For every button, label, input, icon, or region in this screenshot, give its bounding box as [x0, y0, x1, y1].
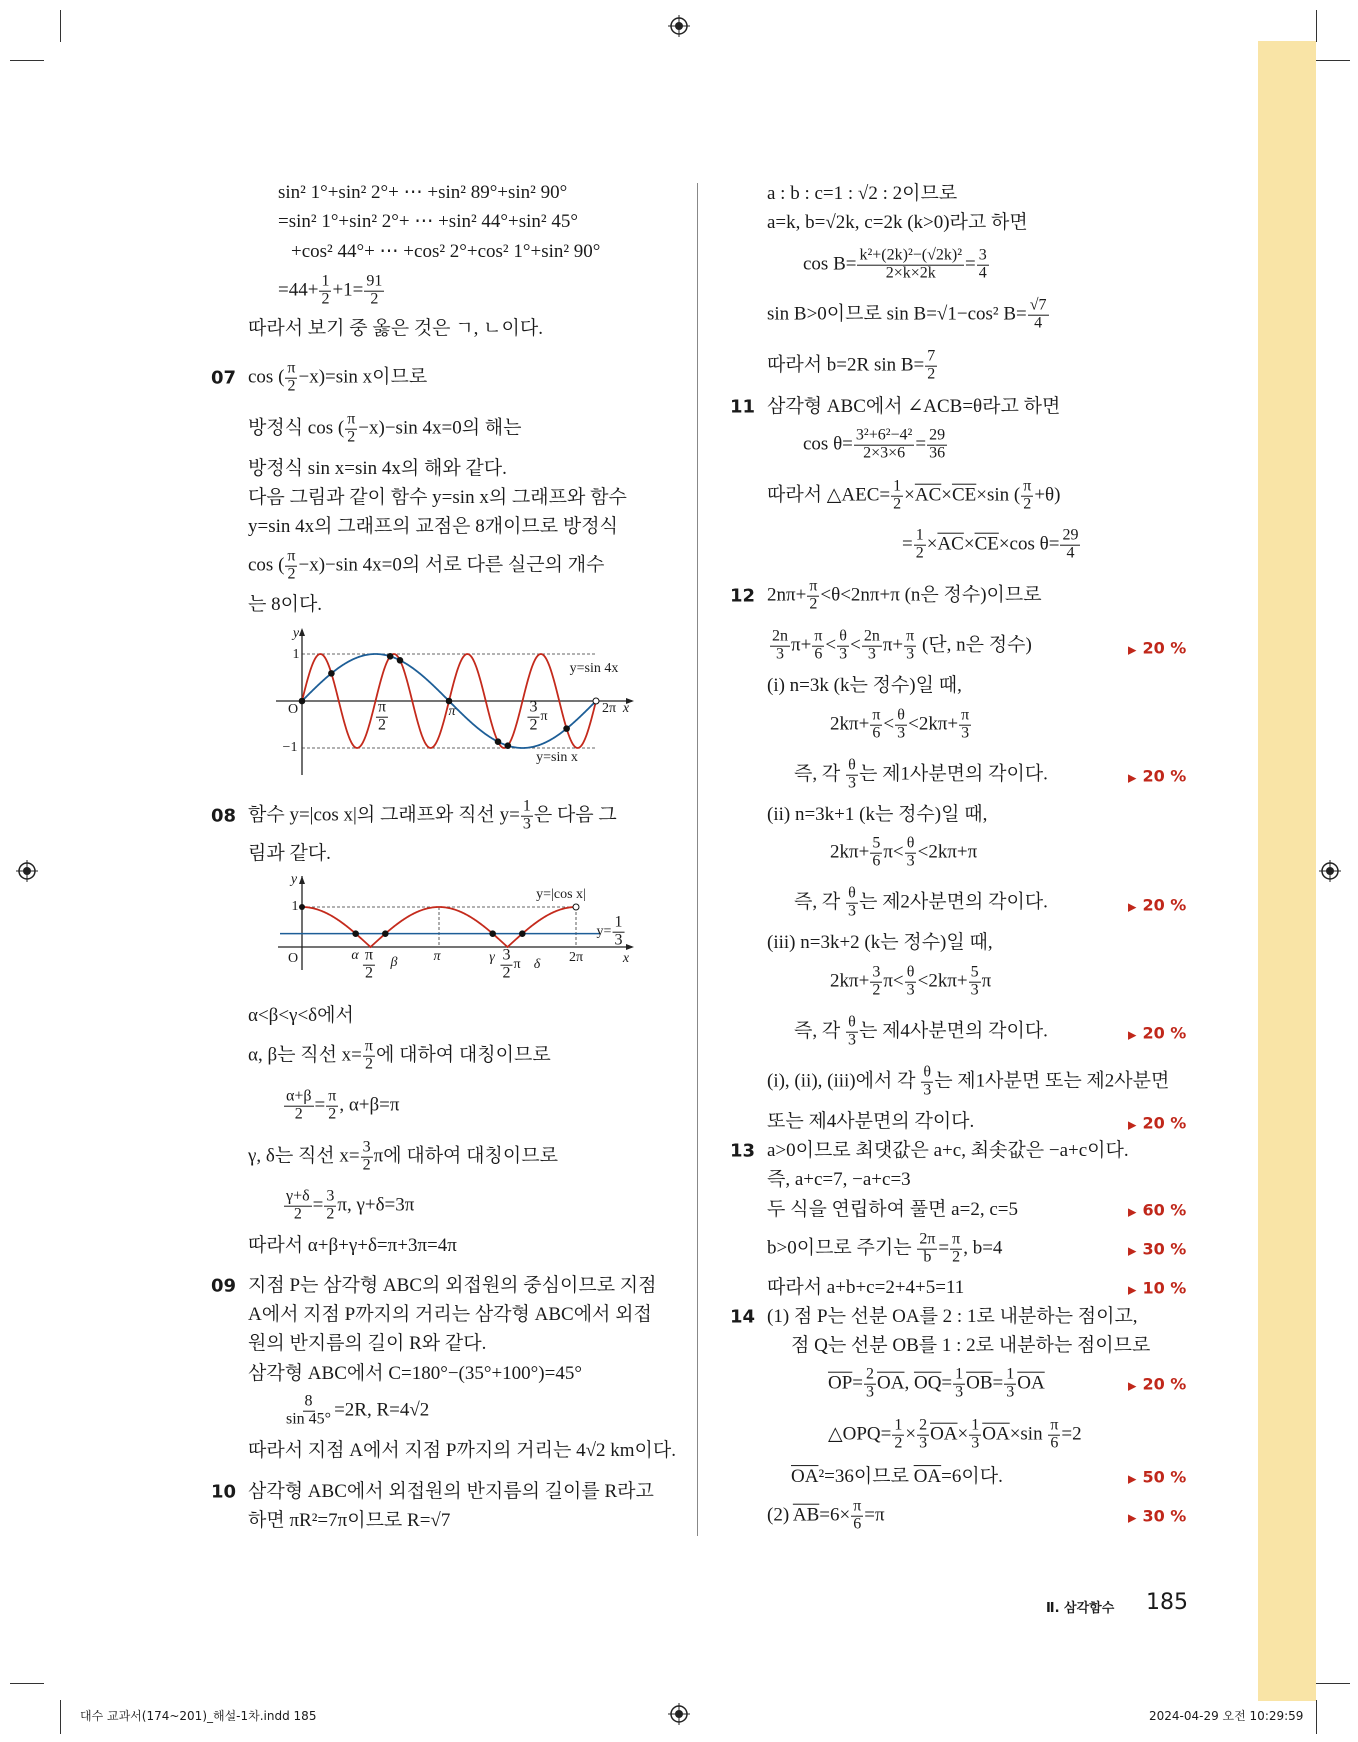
file-name: 대수 교과서(174~201)_해설-1차.indd 185 [80, 1709, 317, 1723]
triangle-right-icon: ▶ [1128, 1472, 1137, 1486]
solution-line: 2nπ+ $\frac{\pi}{2}$ <θ<2nπ+π (n은 정수)이므로 [767, 577, 1042, 613]
solution-line: 다음 그림과 같이 함수 y=sin x의 그래프와 함수 [248, 487, 627, 509]
curve-label-sin4x: y=sin 4x [569, 661, 619, 676]
solution-line: = $\frac{1}{2}$ $\times\overline{AC}\times\overline{CE}\times\cos$ θ= $\frac{29}{4}$ [902, 526, 1079, 562]
solution-line: 즉, 각 $\frac{\theta}{3}$ 는 제1사분면의 각이다. [794, 756, 1048, 792]
score-percent: ▶ 30 % [1128, 1506, 1187, 1526]
solution-line: =sin² 1°+sin² 2°+ ⋯ +sin² 44°+sin² 45° [278, 211, 578, 233]
solution-line: 즉, 각 $\frac{\theta}{3}$ 는 제4사분면의 각이다. [794, 1013, 1048, 1049]
solution-line: $\frac{\gamma+\delta}{2}$ = $\frac{3}{2}$ π, γ+δ=3π [286, 1187, 415, 1223]
solution-line: $\overline{OP}=$ $\frac{2}{3}$ $\overline{OA}$, $\overline{OQ}=$ $\frac{1}{3}$ $\overline{OB}=$ $\frac{1}{3}$ $\overline{OA}$ [828, 1365, 1045, 1401]
solution-line: 삼각형 ABC에서 C=180°−(35°+100°)=45° [248, 1363, 582, 1385]
solution-line: $\frac{\alpha+\beta}{2}$ = $\frac{\pi}{2}$ , α+β=π [286, 1087, 400, 1123]
triangle-right-icon: ▶ [1128, 771, 1137, 785]
tick-label-pi: π [448, 704, 456, 719]
triangle-right-icon: ▶ [1128, 1118, 1137, 1132]
solution-line: 따라서 지점 A에서 지점 P까지의 거리는 4√2 km이다. [248, 1440, 677, 1462]
intersection-point [382, 930, 389, 937]
solution-line: sin B>0이므로 sin B=√1−cos² B= $\frac{√7}{4}$ [767, 296, 1047, 332]
axis-label-x: x [622, 951, 630, 966]
tick-label-3pi-half: $\frac{3}{2}$ π [502, 946, 521, 982]
tick-label-pi: π [433, 949, 441, 964]
tick-label-neg1: −1 [282, 740, 298, 755]
triangle-right-icon: ▶ [1128, 1028, 1137, 1042]
solution-line: 따라서 보기 중 옳은 것은 ㄱ, ㄴ이다. [248, 318, 543, 340]
problem-number: 14 [730, 1306, 756, 1328]
score-percent: ▶ 20 % [1128, 1113, 1187, 1133]
solution-line: 따라서 b=2R sin B= $\frac{7}{2}$ [767, 347, 936, 383]
triangle-right-icon: ▶ [1128, 1244, 1137, 1258]
curve-label-sinx: y=sin x [536, 750, 578, 765]
tick-label-2pi: 2π [568, 950, 584, 965]
line-label: y= $\frac{1}{3}$ [596, 913, 623, 949]
point-0-1 [299, 904, 305, 910]
triangle-right-icon: ▶ [1128, 900, 1137, 914]
solution-line: sin² 1°+sin² 2°+ ⋯ +sin² 89°+sin² 90° [278, 182, 568, 204]
intersection-point [519, 930, 526, 937]
solution-line: 따라서 α+β+γ+δ=π+3π=4π [248, 1235, 457, 1257]
solution-line: $\frac{8}{\sin 45^\circ}$ =2R, R=4√2 [286, 1392, 430, 1428]
solution-line: 함수 y=|cos x|의 그래프와 직선 y= $\frac{1}{3}$ 은 다음 그 [248, 797, 617, 833]
solution-line: 삼각형 ABC에서 외접원의 반지름의 길이를 R라고 [248, 1481, 654, 1503]
solution-line: (ii) n=3k+1 (k는 정수)일 때, [767, 804, 988, 826]
triangle-right-icon: ▶ [1128, 1511, 1137, 1525]
solution-line: α, β는 직선 x= $\frac{\pi}{2}$ 에 대하여 대칭이므로 [248, 1037, 551, 1073]
solution-line: 2kπ+ $\frac{\pi}{6}$ < $\frac{\theta}{3}$ <2kπ+ $\frac{\pi}{3}$ [830, 706, 970, 742]
label-gamma: γ [489, 950, 495, 965]
tick-label-pi-half: $\frac{\pi}{2}$ [377, 698, 387, 734]
curve-label-abs-cos: y=|cos x| [536, 887, 586, 902]
triangle-right-icon: ▶ [1128, 643, 1137, 657]
triangle-right-icon: ▶ [1128, 1379, 1137, 1393]
axis-label-y: y [290, 872, 298, 887]
label-delta: δ [533, 957, 541, 972]
solution-line: α<β<γ<δ에서 [248, 1005, 354, 1027]
problem-number: 11 [730, 396, 756, 418]
solution-line: γ, δ는 직선 x= $\frac{3}{2}$ π에 대하여 대칭이므로 [248, 1138, 558, 1174]
problem-number: 08 [211, 805, 237, 827]
score-percent: ▶ 20 % [1128, 1023, 1187, 1043]
solution-line: cos B= $\frac{\text{k²+(2k)²−(√2k)²}}{2\times k\times 2k}$ = $\frac{3}{4}$ [803, 246, 987, 282]
problem-number: 12 [730, 585, 756, 607]
solution-line: $\overline{OA}^2=36$이므로 $\overline{OA}=6$이다. [791, 1466, 1003, 1488]
tick-label-2pi: 2π [601, 701, 617, 716]
score-percent: ▶ 20 % [1128, 895, 1187, 915]
y-axis-arrow-icon [299, 876, 305, 884]
score-percent: ▶ 50 % [1128, 1467, 1187, 1487]
solution-line: 2kπ+ $\frac{3}{2}$ π< $\frac{\theta}{3}$ <2kπ+ $\frac{5}{3}$ π [830, 963, 992, 999]
open-endpoint [573, 904, 579, 910]
solution-line: (i) n=3k (k는 정수)일 때, [767, 675, 962, 697]
solution-line: cos ( $\frac{\pi}{2}$ −x)=sin x이므로 [248, 359, 428, 395]
solution-line: A에서 지점 P까지의 거리는 삼각형 ABC에서 외접 [248, 1304, 652, 1326]
score-percent: ▶ 20 % [1128, 766, 1187, 786]
page-number: 185 [1146, 1590, 1188, 1615]
solution-line: 두 식을 연립하여 풀면 a=2, c=5 [767, 1199, 1018, 1221]
solution-line: 즉, 각 $\frac{\theta}{3}$ 는 제2사분면의 각이다. [794, 884, 1048, 920]
solution-line: (1) 점 P는 선분 OA를 2 : 1로 내분하는 점이고, [767, 1306, 1138, 1328]
solution-line: a=k, b=√2k, c=2k (k>0)라고 하면 [767, 212, 1028, 234]
score-percent: ▶ 10 % [1128, 1278, 1187, 1298]
origin-label: O [287, 951, 299, 966]
solution-line: a>0이므로 최댓값은 a+c, 최솟값은 −a+c이다. [767, 1140, 1129, 1162]
solution-line: 점 Q는 선분 OB를 1 : 2로 내분하는 점이므로 [791, 1335, 1151, 1357]
solution-line: 삼각형 ABC에서 ∠ACB=θ라고 하면 [767, 396, 1061, 418]
triangle-right-icon: ▶ [1128, 1205, 1137, 1219]
solution-line: 따라서 △AEC= $\frac{1}{2}$ $\times\overline{AC}\times\overline{CE}\times\sin$ ( $\frac{\pi}{2}$ +θ) [767, 477, 1061, 513]
problem-number: 10 [211, 1481, 237, 1503]
solution-line: 림과 같다. [248, 843, 331, 865]
tick-label-pi-half: $\frac{\pi}{2}$ [364, 946, 374, 982]
score-percent: ▶ 60 % [1128, 1200, 1187, 1220]
solution-line: (2) $\overline{AB}=6\times$ $\frac{\pi}{6}$ =π [767, 1497, 885, 1533]
solution-line: 하면 πR²=7π이므로 R=√7 [248, 1510, 451, 1532]
problem-number: 09 [211, 1275, 237, 1297]
solution-line: 지점 P는 삼각형 ABC의 외접원의 중심이므로 지점 [248, 1275, 657, 1297]
intersection-point [489, 930, 496, 937]
x-axis-arrow-icon [626, 944, 634, 950]
origin-label: O [287, 702, 299, 717]
triangle-right-icon: ▶ [1128, 1283, 1137, 1297]
solution-line: =44+ $\frac{1}{2}$ +1= $\frac{91}{2}$ [278, 272, 383, 308]
solution-line: (i), (ii), (iii)에서 각 $\frac{\theta}{3}$ 는 제1사분면 또는 제2사분면 [767, 1063, 1170, 1099]
problem-number: 13 [730, 1140, 756, 1162]
intersection-point [352, 930, 359, 937]
solution-line: 방정식 cos ( $\frac{\pi}{2}$ −x)−sin 4x=0의 해는 [248, 410, 522, 446]
solution-line: $\frac{2n}{3}$ π+ $\frac{\pi}{6}$ < $\frac{\theta}{3}$ < $\frac{2n}{3}$ π+ $\frac{\pi}{3}$ (단, n은 정수) [772, 627, 1032, 663]
solution-line: b>0이므로 주기는 $\frac{2\pi}{b}$ = $\frac{\pi}{2}$ , b=4 [767, 1230, 1003, 1266]
solution-line: cos θ= $\frac{\text{3²+6²−4²}}{2\times 3\times 6}$ = $\frac{29}{36}$ [803, 426, 946, 462]
solution-line: a : b : c=1 : √2 : 2이므로 [767, 183, 958, 205]
section-label: Ⅱ. 삼각함수 [1046, 1601, 1115, 1616]
solution-line: 원의 반지름의 길이 R와 같다. [248, 1333, 487, 1355]
score-percent: ▶ 20 % [1128, 1374, 1187, 1394]
tick-label-1: 1 [292, 647, 300, 662]
score-percent: ▶ 20 % [1128, 638, 1187, 658]
tick-label-1: 1 [291, 899, 299, 914]
solution-line: 즉, a+c=7, −a+c=3 [767, 1169, 911, 1191]
tick-label-3pi-half: $\frac{3}{2}$ π [529, 698, 548, 734]
print-timestamp: 2024-04-29 오전 10:29:59 [1149, 1709, 1304, 1723]
solution-line: +cos² 44°+ ⋯ +cos² 2°+cos² 1°+sin² 90° [291, 241, 601, 263]
axis-label-y: y [292, 626, 300, 641]
solution-line: 는 8이다. [248, 594, 323, 616]
axis-label-x: x [622, 701, 630, 716]
label-alpha: α [351, 948, 359, 963]
solution-line: △OPQ= $\frac{1}{2}$ × $\frac{2}{3}$ $\overline{OA}\times$ $\frac{1}{3}$ $\overline{OA}\times\sin$ $\frac{\pi}{6}$ =2 [828, 1416, 1082, 1452]
solution-line: 2kπ+ $\frac{5}{6}$ π< $\frac{\theta}{3}$ <2kπ+π [830, 834, 978, 870]
solution-line: y=sin 4x의 그래프의 교점은 8개이므로 방정식 [248, 516, 618, 538]
solution-line: 따라서 a+b+c=2+4+5=11 [767, 1277, 965, 1299]
solution-line: (iii) n=3k+2 (k는 정수)일 때, [767, 932, 993, 954]
solution-line: cos ( $\frac{\pi}{2}$ −x)−sin 4x=0의 서로 다른 실근의 개수 [248, 547, 605, 583]
label-beta: β [390, 955, 398, 970]
score-percent: ▶ 30 % [1128, 1239, 1187, 1259]
solution-line: 방정식 sin x=sin 4x의 해와 같다. [248, 458, 507, 480]
problem-number: 07 [211, 367, 237, 389]
solution-line: 또는 제4사분면의 각이다. [767, 1111, 975, 1133]
